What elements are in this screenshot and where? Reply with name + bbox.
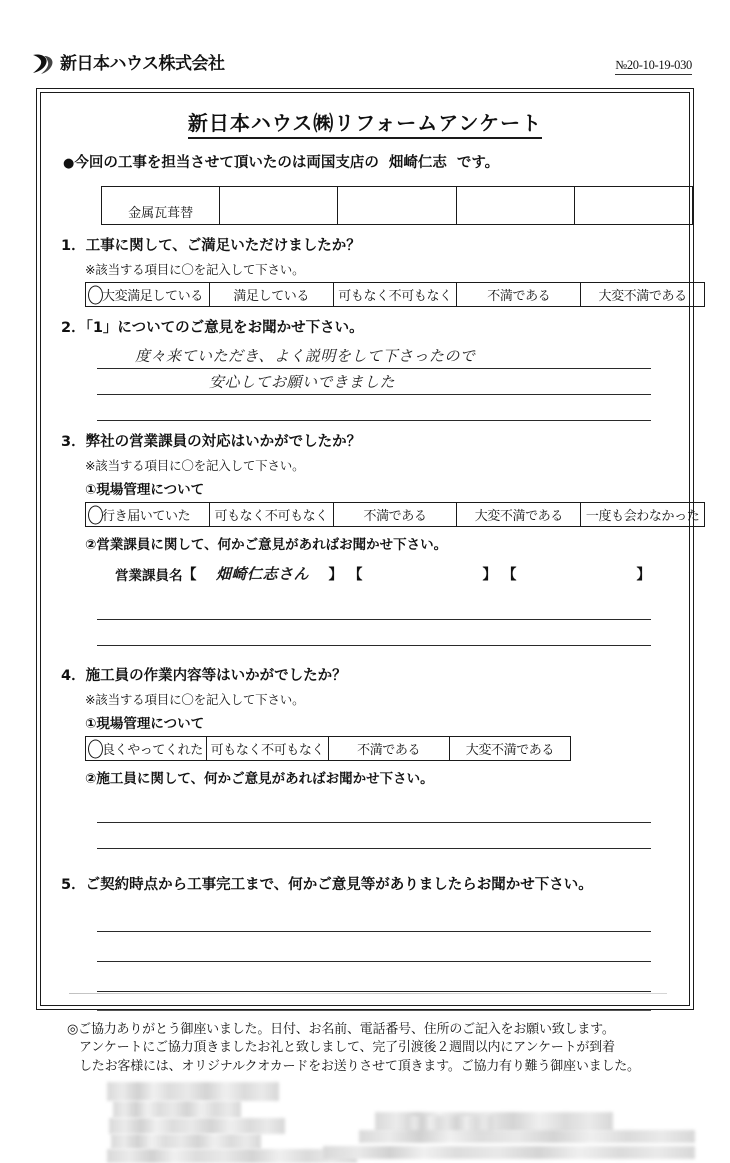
charge-prefix: 今回の工事を担当させて頂いたのは xyxy=(74,155,307,171)
q3-option-0[interactable] xyxy=(86,503,210,527)
page-title-text: 新日本ハウス㈱リフォームアンケート xyxy=(188,111,542,139)
notice-line-3: したお客様には、オリジナルクオカードをお送りさせて頂きます。ご協力有り難う御座いました。 xyxy=(79,1058,640,1074)
question-2-answer-lines xyxy=(59,343,671,421)
question-4-options xyxy=(85,736,571,761)
answer-line[interactable] xyxy=(97,395,651,421)
question-3-number: 3． xyxy=(61,434,86,450)
notice-line-2: アンケートにご協力頂きましたお礼と致しまして、完了引渡後２週間以内にアンケートが到着 xyxy=(79,1040,615,1056)
question-3-note: ※該当する項目に〇を記入して下さい。 xyxy=(85,458,305,473)
bracket-open-icon: 【 xyxy=(502,567,517,583)
question-2-number: 2． xyxy=(61,320,86,336)
q3-option-3[interactable]: 大変不満である xyxy=(457,503,581,527)
work-cell-5[interactable] xyxy=(574,187,692,225)
bullet-icon: ● xyxy=(63,156,75,171)
charge-line xyxy=(63,151,671,172)
question-4-sub2: ②施工員に関して、何かご意見があればお聞かせ下さい。 xyxy=(85,771,434,787)
redacted-personal-info xyxy=(107,1082,671,1160)
question-1-number: 1． xyxy=(61,238,86,254)
circle-mark-icon xyxy=(88,505,103,524)
bracket-close-icon: 】 xyxy=(482,567,497,583)
answer-line[interactable] xyxy=(97,962,651,992)
question-2-heading xyxy=(61,316,671,337)
q1-option-4[interactable]: 大変不満である xyxy=(581,283,705,307)
q4-option-0-label: 良くやってくれた xyxy=(102,743,203,758)
question-5-text: ご契約時点から工事完工まで、何かご意見等がありましたらお聞かせ下さい。 xyxy=(85,877,593,893)
work-cell-4[interactable] xyxy=(456,187,574,225)
company-logo xyxy=(30,52,225,76)
swoosh-logo-icon xyxy=(30,52,56,76)
charge-suffix: です。 xyxy=(456,155,500,171)
question-5-heading xyxy=(61,873,671,894)
q1-option-0[interactable] xyxy=(86,283,210,307)
q4-option-0[interactable] xyxy=(86,737,207,761)
work-cell-3[interactable] xyxy=(338,187,456,225)
redacted-block xyxy=(323,1146,695,1159)
q1-option-0-label: 大変満足している xyxy=(102,289,203,304)
answer-line[interactable] xyxy=(97,823,651,849)
redacted-block xyxy=(111,1134,261,1149)
bracket-open-icon: 【 xyxy=(348,567,363,583)
redacted-block xyxy=(107,1082,279,1101)
document-number: №20-10-19-030 xyxy=(615,58,692,75)
question-2-text: 「1」についてのご意見をお聞かせ下さい。 xyxy=(85,320,364,336)
notice-line-1: ◎ご協力ありがとう御座いました。日付、お名前、電話番号、住所のご記入をお願い致します。 xyxy=(67,1022,615,1037)
sheet-inner-border xyxy=(40,92,700,1074)
q1-option-2[interactable]: 可もなく不可もなく xyxy=(333,283,457,307)
answer-line[interactable] xyxy=(97,620,651,646)
q4-option-2[interactable]: 不満である xyxy=(328,737,449,761)
staff-name-row xyxy=(115,563,671,584)
answer-line[interactable] xyxy=(97,797,651,823)
redacted-block xyxy=(359,1130,695,1143)
table-row xyxy=(86,283,705,307)
masthead xyxy=(0,0,730,88)
answer-line[interactable] xyxy=(97,343,651,369)
table-row xyxy=(86,737,571,761)
work-cell-1[interactable]: 金属瓦葺替 xyxy=(102,187,220,225)
circle-mark-icon xyxy=(88,739,103,758)
question-3-sub2: ②営業課員に関して、何かご意見があればお聞かせ下さい。 xyxy=(85,537,448,553)
redacted-block xyxy=(113,1101,241,1118)
question-5-answer-lines xyxy=(59,902,671,992)
q2-handwriting-line-2: 安心してお願いできました xyxy=(209,373,396,391)
question-4-answer-lines xyxy=(59,797,671,849)
circle-mark-icon xyxy=(88,285,103,304)
question-1-options xyxy=(85,282,705,307)
question-3-options xyxy=(85,502,705,527)
footer-notice xyxy=(67,1021,659,1076)
q2-handwriting-line-1: 度々来ていただき、よく説明をして下さったので xyxy=(135,347,476,365)
question-4-heading xyxy=(61,664,671,685)
question-1-text: 工事に関して、ご満足いただけましたか？ xyxy=(85,238,361,254)
work-cell-2[interactable] xyxy=(220,187,338,225)
charge-person: 畑崎仁志 xyxy=(388,155,447,171)
redacted-block xyxy=(107,1149,357,1163)
charge-particle: の xyxy=(364,155,379,171)
survey-sheet xyxy=(36,88,700,1074)
q3-option-4[interactable]: 一度も会わなかった xyxy=(581,503,705,527)
q3-option-0-label: 行き届いていた xyxy=(102,509,191,524)
staff-name-slot-1[interactable]: 畑崎仁志さん xyxy=(215,565,309,583)
company-name: 新日本ハウス株式会社 xyxy=(60,53,225,74)
bracket-close-icon: 】 xyxy=(636,567,651,583)
question-4-number: 4． xyxy=(61,668,86,684)
notice-divider xyxy=(97,1010,651,1011)
staff-name-label: 営業課員名 xyxy=(115,568,183,584)
bracket-close-icon: 】 xyxy=(328,567,343,583)
bottom-rule xyxy=(69,993,667,994)
question-3-answer-lines xyxy=(59,594,671,646)
q1-option-3[interactable]: 不満である xyxy=(457,283,581,307)
question-4-text: 施工員の作業内容等はいかがでしたか？ xyxy=(85,668,347,684)
work-type-table xyxy=(101,186,693,225)
sheet-content xyxy=(41,93,700,1074)
q3-option-1[interactable]: 可もなく不可もなく xyxy=(209,503,333,527)
q4-option-1[interactable]: 可もなく不可もなく xyxy=(207,737,328,761)
charge-branch: 両国支店 xyxy=(306,155,365,171)
question-3-sub1: ①現場管理について xyxy=(85,482,205,498)
q1-option-1[interactable]: 満足している xyxy=(209,283,333,307)
bracket-open-icon: 【 xyxy=(182,567,197,583)
page-title xyxy=(59,107,671,136)
question-4-sub1: ①現場管理について xyxy=(85,716,205,732)
answer-line[interactable] xyxy=(97,932,651,962)
answer-line[interactable] xyxy=(97,369,651,395)
question-3-text: 弊社の営業課員の対応はいかがでしたか？ xyxy=(85,434,362,450)
redacted-block xyxy=(109,1118,285,1134)
table-row xyxy=(86,503,705,527)
q4-option-3[interactable]: 大変不満である xyxy=(449,737,570,761)
question-4-note: ※該当する項目に〇を記入して下さい。 xyxy=(85,692,305,707)
question-5-number: 5． xyxy=(61,877,86,893)
answer-line[interactable] xyxy=(97,902,651,932)
q3-option-2[interactable]: 不満である xyxy=(333,503,457,527)
question-1-heading xyxy=(61,234,671,255)
answer-line[interactable] xyxy=(97,594,651,620)
table-row xyxy=(102,187,693,225)
question-3-heading xyxy=(61,430,671,451)
question-1-note: ※該当する項目に〇を記入して下さい。 xyxy=(85,262,305,277)
